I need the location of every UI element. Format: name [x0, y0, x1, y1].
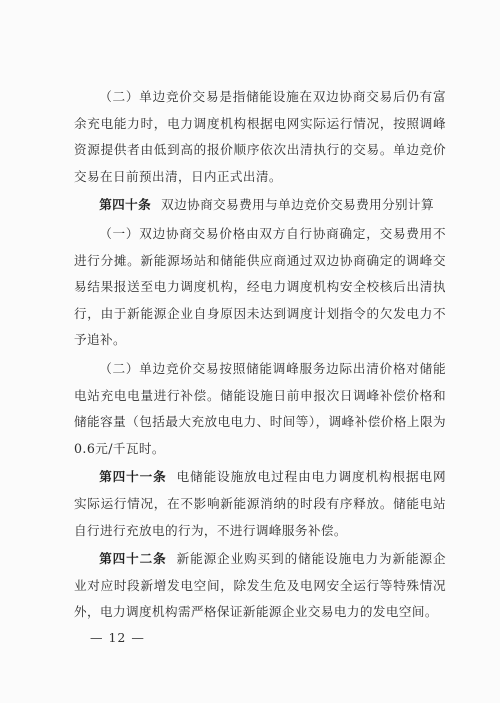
article-42: [74, 546, 446, 626]
paragraph-text: （二）单边竞价交易是指储能设施在双边协商交易后仍有富余充电能力时，电力调度机构根据电网实际运行情况，按照调峰资源提供者由低到高的报价顺序依次出清执行的交易。单边竞价交易在日前预出清，日内正式出清。: [74, 89, 446, 184]
clause-paragraph: [74, 356, 446, 462]
article-number: 第四十二条: [99, 551, 167, 567]
paragraph-text: （一）双边协商交易价格由双方自行协商确定，交易费用不进行分摊。新能源场站和储能供应商通过双边协商确定的调峰交易结果报送至电力调度机构，经电力调度机构安全校核后出清执行，由于新能源企业自身原因未达到调度计划指令的欠发电力不予追补。: [74, 225, 446, 348]
paragraph-text: 电储能设施放电过程由电力调度机构根据电网实际运行情况，在不影响新能源消纳的时段有序释放。储能电站自行进行充放电的行为，不进行调峰服务补偿。: [74, 469, 447, 538]
article-41: [74, 464, 446, 544]
document-body: [74, 84, 446, 628]
paragraph-text: 双边协商交易费用与单边竞价交易费用分别计算: [161, 197, 435, 213]
page-number: — 12 —: [90, 630, 145, 645]
paragraph-text: 新能源企业购买到的储能设施电力为新能源企业对应时段新增发电空间，除发生危及电网安全运行等特殊情况外，电力调度机构需严格保证新能源企业交易电力的发电空间。: [74, 551, 447, 620]
paragraph-text: （二）单边竞价交易按照储能调峰服务边际出清价格对储能电站充电电量进行补偿。储能设施日前申报次日调峰补偿价格和储能容量（包括最大充放电电力、时间等），调峰补偿价格上限为0.6元/千瓦时。: [74, 360, 446, 456]
clause-paragraph: [74, 221, 446, 354]
article-40: [74, 192, 446, 219]
clause-paragraph: [74, 84, 446, 190]
article-number: 第四十条: [99, 197, 152, 213]
article-number: 第四十一条: [99, 469, 167, 485]
